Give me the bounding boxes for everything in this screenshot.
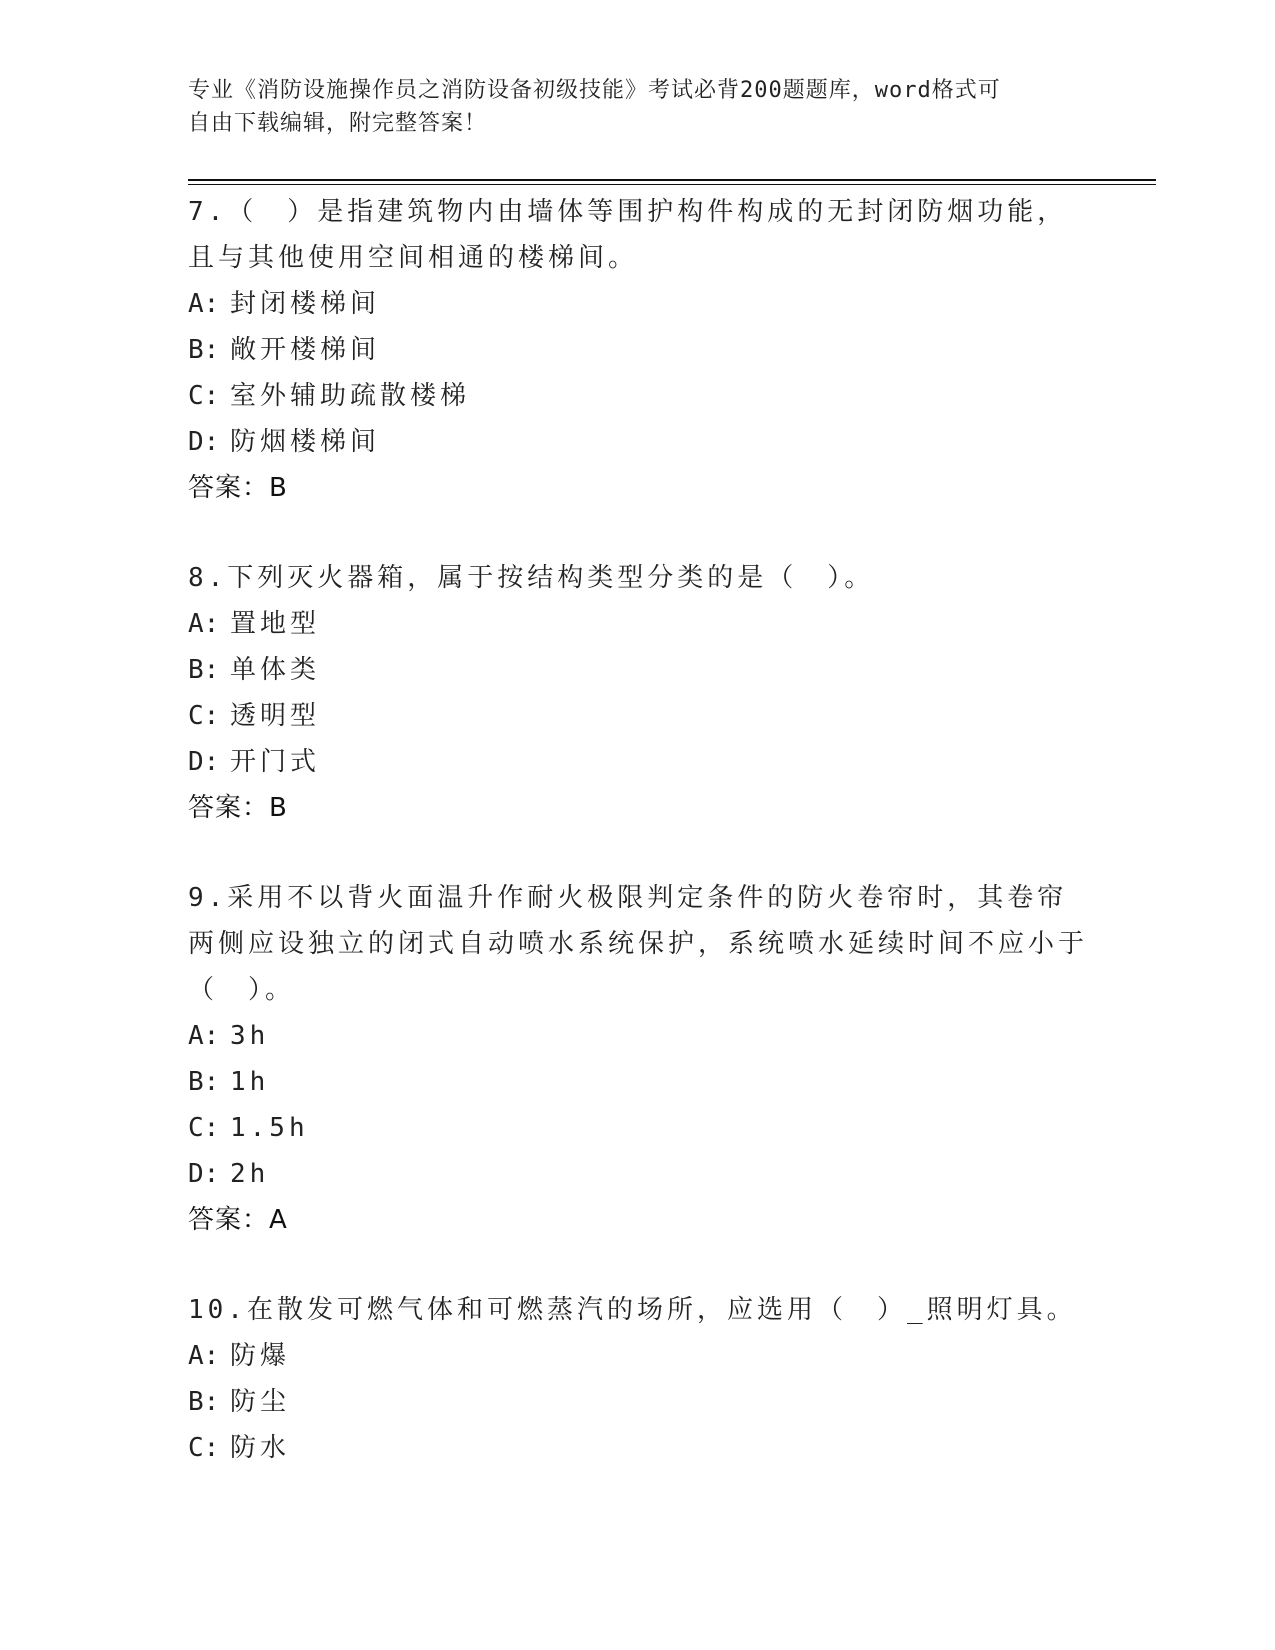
- option-d: [188, 419, 1088, 465]
- option-text: 3h: [230, 1021, 270, 1051]
- option-text: 单体类: [230, 655, 321, 685]
- answer-label: 答案：B: [188, 793, 288, 823]
- option-a: [188, 601, 1088, 647]
- option-letter: B:: [188, 335, 220, 365]
- option-text: 置地型: [230, 609, 321, 639]
- question-stem: 10.在散发可燃气体和可燃蒸汽的场所，应选用（ ）_照明灯具。: [188, 1295, 1077, 1325]
- option-letter: A:: [188, 1341, 220, 1371]
- option-text: 防尘: [230, 1387, 291, 1417]
- option-b: [188, 1059, 1088, 1105]
- option-text: 防烟楼梯间: [230, 427, 381, 457]
- question-stem: 9.采用不以背火面温升作耐火极限判定条件的防火卷帘时，其卷帘两侧应设独立的闭式自动喷水系统保护，系统喷水延续时间不应小于（ ）。: [188, 883, 1089, 1005]
- option-text: 室外辅助疏散楼梯: [230, 381, 471, 411]
- answer-label: 答案：B: [188, 473, 288, 503]
- option-text: 防爆: [230, 1341, 291, 1371]
- option-b: [188, 647, 1088, 693]
- question-list: [188, 189, 1088, 1471]
- option-c: [188, 373, 1088, 419]
- option-letter: A:: [188, 609, 220, 639]
- option-text: 敞开楼梯间: [230, 335, 381, 365]
- option-letter: D:: [188, 747, 220, 777]
- question-stem: 7.（ ）是指建筑物内由墙体等围护构件构成的无封闭防烟功能，且与其他使用空间相通的楼梯间。: [188, 197, 1068, 273]
- document-header: [188, 74, 1068, 140]
- question-10: [188, 1287, 1088, 1471]
- option-letter: A:: [188, 1021, 220, 1051]
- question-spacer: [188, 1243, 1088, 1287]
- header-divider-thick: [188, 179, 1156, 181]
- question-spacer: [188, 511, 1088, 555]
- option-b: [188, 1379, 1088, 1425]
- option-text: 1.5h: [230, 1113, 309, 1143]
- option-letter: C:: [188, 381, 220, 411]
- question-9: [188, 875, 1088, 1243]
- option-letter: D:: [188, 427, 220, 457]
- header-line-2: 自由下载编辑，附完整答案！: [188, 111, 488, 136]
- option-letter: B:: [188, 655, 220, 685]
- option-letter: B:: [188, 1067, 220, 1097]
- option-text: 1h: [230, 1067, 270, 1097]
- question-8: [188, 555, 1088, 831]
- option-c: [188, 1105, 1088, 1151]
- option-d: [188, 739, 1088, 785]
- question-stem: 8.下列灭火器箱，属于按结构类型分类的是（ ）。: [188, 563, 875, 593]
- option-b: [188, 327, 1088, 373]
- option-text: 防水: [230, 1433, 291, 1463]
- option-letter: A:: [188, 289, 220, 319]
- option-letter: C:: [188, 1433, 220, 1463]
- question-7: [188, 189, 1088, 511]
- option-letter: D:: [188, 1159, 220, 1189]
- option-text: 开门式: [230, 747, 321, 777]
- option-c: [188, 1425, 1088, 1471]
- option-text: 2h: [230, 1159, 270, 1189]
- option-text: 透明型: [230, 701, 321, 731]
- option-letter: C:: [188, 1113, 220, 1143]
- header-line-1: 专业《消防设施操作员之消防设备初级技能》考试必背200题题库，word格式可: [188, 78, 1001, 103]
- header-divider-thin: [188, 184, 1156, 185]
- option-a: [188, 1333, 1088, 1379]
- option-text: 封闭楼梯间: [230, 289, 381, 319]
- option-c: [188, 693, 1088, 739]
- question-spacer: [188, 831, 1088, 875]
- option-letter: B:: [188, 1387, 220, 1417]
- option-letter: C:: [188, 701, 220, 731]
- option-a: [188, 281, 1088, 327]
- answer-label: 答案：A: [188, 1205, 288, 1235]
- option-d: [188, 1151, 1088, 1197]
- option-a: [188, 1013, 1088, 1059]
